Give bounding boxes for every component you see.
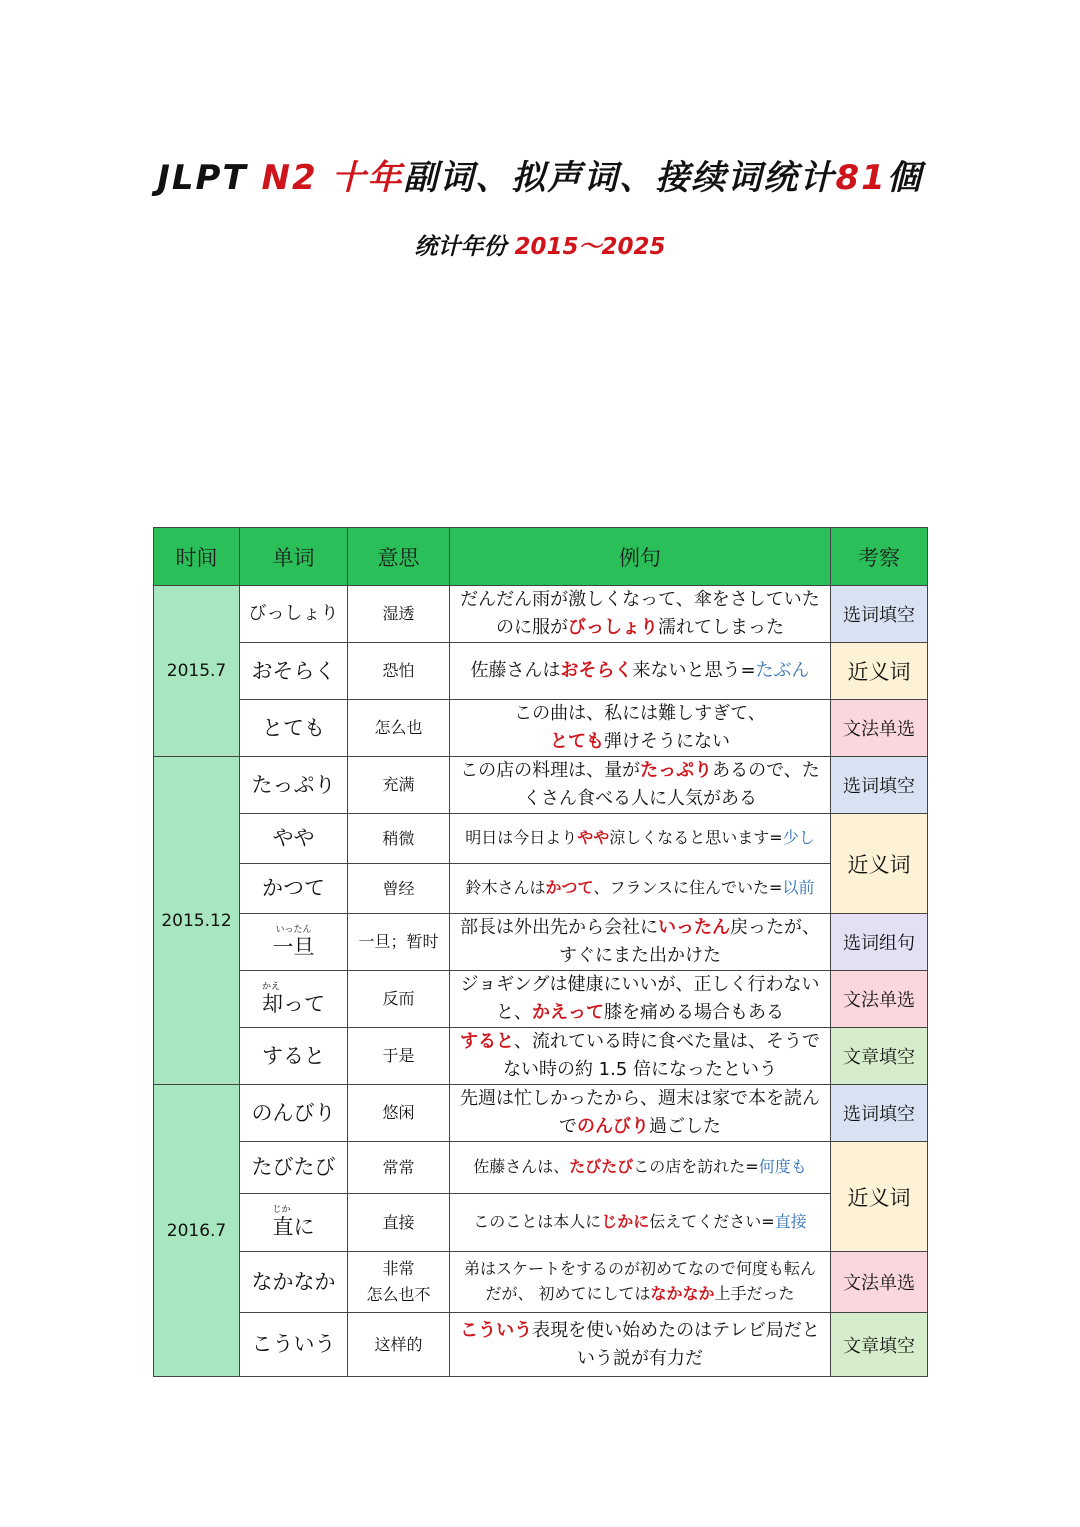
page-subtitle [0,228,1080,261]
example-cell [450,1142,831,1194]
tag-cell: 文章填空 [831,1313,928,1377]
word-cell: なかなか [240,1252,348,1313]
meaning-cell: 充满 [348,757,450,814]
example-highlight: びっしょり [568,617,658,638]
example-text: 濡れてしまった [658,617,784,638]
example-highlight: こういう [460,1319,533,1341]
example-cell [450,700,831,757]
example-cell [450,757,831,814]
header-word: 单词 [240,528,348,586]
example-highlight: すると [460,1031,514,1053]
example-text: 先週は忙しかったから、週末は家で本を読んで [460,1088,820,1137]
meaning-cell: 反而 [348,971,450,1028]
example-highlight: たっぷり [640,760,713,782]
title-years: 十年 [331,158,404,198]
example-text: 弾けそうにない [604,731,730,752]
example-text: 過ごした [649,1116,721,1137]
meaning-line: 非常 [382,1259,415,1279]
tag-cell: 文法单选 [831,971,928,1028]
word-cell: かつて [240,864,348,914]
example-text: このことは本人に [473,1212,602,1232]
table-row [154,1028,928,1085]
vocab-table [153,527,928,1377]
example-text: 鈴木さんは [465,878,546,898]
example-cell [450,643,831,700]
example-highlight: じかに [601,1212,650,1232]
table-row [154,586,928,643]
header-tag: 考察 [831,528,928,586]
example-text: 戻ったが、すぐにまた出かけた [559,917,820,966]
header-meaning: 意思 [348,528,450,586]
example-text: あるので、たくさん食べる人に人気がある [523,760,820,809]
table-row [154,1252,928,1313]
meaning-cell [348,1252,450,1313]
tag-cell: 选词填空 [831,586,928,643]
table-row [154,971,928,1028]
example-highlight: かつて [545,878,594,898]
title-level: N2 [261,158,332,198]
meaning-cell: 一旦；暂时 [348,914,450,971]
tag-cell: 文法单选 [831,1252,928,1313]
example-text: ジョギングは健康にいいが、正しく行わないと、 [460,974,820,1023]
example-text: 来ないと思う= [632,660,756,682]
header-example: 例句 [450,528,831,586]
title-topic: 副词、拟声词、接续词统计 [403,158,836,198]
word-cell: すると [240,1028,348,1085]
word-kanji: 却って [262,991,325,1016]
title-count: 81 [835,158,887,198]
word-furigana: かえ [262,981,281,992]
time-cell: 2016.7 [154,1085,240,1377]
example-cell [450,1313,831,1377]
example-text: 膝を痛める場合もある [604,1002,784,1023]
example-cell [450,1085,831,1142]
meaning-cell: 恐怕 [348,643,450,700]
meaning-cell: 直接 [348,1194,450,1252]
example-text: 、フランスに住んでいた= [593,878,783,898]
table-row [154,757,928,814]
word-cell: びっしょり [240,586,348,643]
example-cell [450,1252,831,1313]
example-cell [450,1028,831,1085]
subtitle-label: 统计年份 [414,234,515,260]
table-row [154,914,928,971]
page-title [0,150,1080,199]
meaning-cell: 这样的 [348,1313,450,1377]
example-highlight: とても [550,731,604,752]
example-text: この店の料理は、量が [460,760,641,782]
table-row [154,1194,928,1252]
word-cell [240,1194,348,1252]
title-jlpt: JLPT [157,158,262,198]
example-highlight: おそらく [560,660,633,682]
example-text: この店を訪れた= [633,1157,759,1177]
word-ruby [262,982,325,1016]
time-cell: 2015.7 [154,586,240,757]
tag-cell: 选词组句 [831,914,928,971]
example-highlight: たびたび [569,1157,634,1177]
example-text: 上手だった [714,1284,795,1303]
title-unit: 個 [886,158,923,198]
tag-cell: 文法单选 [831,700,928,757]
example-synonym: 少し [782,828,815,848]
word-kanji: 直に [272,1215,315,1240]
meaning-cell: 怎么也 [348,700,450,757]
word-cell: たびたび [240,1142,348,1194]
example-text: 佐藤さんは [470,660,561,682]
tag-cell: 近义词 [831,643,928,700]
header-time: 时间 [154,528,240,586]
word-ruby [273,1205,315,1239]
word-cell: とても [240,700,348,757]
word-furigana: じか [272,1205,291,1216]
meaning-cell: 常常 [348,1142,450,1194]
table-row [154,1142,928,1194]
word-cell: のんびり [240,1085,348,1142]
example-text: 伝えてください= [649,1212,775,1232]
example-text: 涼しくなると思います= [609,828,783,848]
meaning-cell: 于是 [348,1028,450,1085]
word-kanji: 一旦 [272,934,315,959]
example-text: 明日は今日より [465,828,578,848]
word-cell: やや [240,814,348,864]
meaning-line: 怎么也不 [366,1285,431,1304]
example-highlight: かえって [532,1002,604,1023]
example-text: だんだん雨が激しくなって、傘をさしていたのに服が [460,589,820,638]
meaning-cell: 稍微 [348,814,450,864]
word-cell: おそらく [240,643,348,700]
subtitle-range: 2015～2025 [514,234,666,260]
tag-cell: 近义词 [831,814,928,914]
word-cell: たっぷり [240,757,348,814]
example-text: 部長は外出先から会社に [460,917,658,939]
table-row [154,1085,928,1142]
example-text: 弟はスケートをするのが初めてなので何度も転んだが、 初めてにしては [463,1259,816,1303]
example-synonym: 以前 [782,878,815,898]
example-cell [450,914,831,971]
word-furigana: いったん [275,924,312,935]
time-cell: 2015.12 [154,757,240,1085]
meaning-cell: 悠闲 [348,1085,450,1142]
example-cell [450,1194,831,1252]
table-header-row [154,528,928,586]
example-cell [450,814,831,864]
table-row [154,864,928,914]
example-text: 、流れている時に食べた量は、そうでない時の約 1.5 倍になったという [502,1031,820,1080]
word-cell [240,971,348,1028]
table-row [154,700,928,757]
table-row [154,643,928,700]
example-text: 表現を使い始めたのはテレビ局だという説が有力だ [532,1319,820,1369]
example-highlight: いったん [658,917,730,939]
example-synonym: 何度も [758,1157,807,1177]
meaning-cell: 湿透 [348,586,450,643]
tag-cell: 近义词 [831,1142,928,1252]
example-synonym: たぶん [755,660,810,682]
word-cell: こういう [240,1313,348,1377]
word-ruby [273,925,315,959]
example-cell [450,586,831,643]
example-highlight: なかなか [650,1284,715,1303]
tag-cell: 文章填空 [831,1028,928,1085]
word-cell [240,914,348,971]
table-row [154,814,928,864]
example-text: 佐藤さんは、 [473,1157,570,1177]
tag-cell: 选词填空 [831,757,928,814]
example-cell [450,864,831,914]
table-row [154,1313,928,1377]
tag-cell: 选词填空 [831,1085,928,1142]
example-text: この曲は、私には難しすぎて、 [514,703,766,725]
meaning-cell: 曾经 [348,864,450,914]
example-highlight: やや [577,828,610,848]
example-cell [450,971,831,1028]
example-highlight: のんびり [577,1116,649,1137]
example-synonym: 直接 [774,1212,807,1232]
